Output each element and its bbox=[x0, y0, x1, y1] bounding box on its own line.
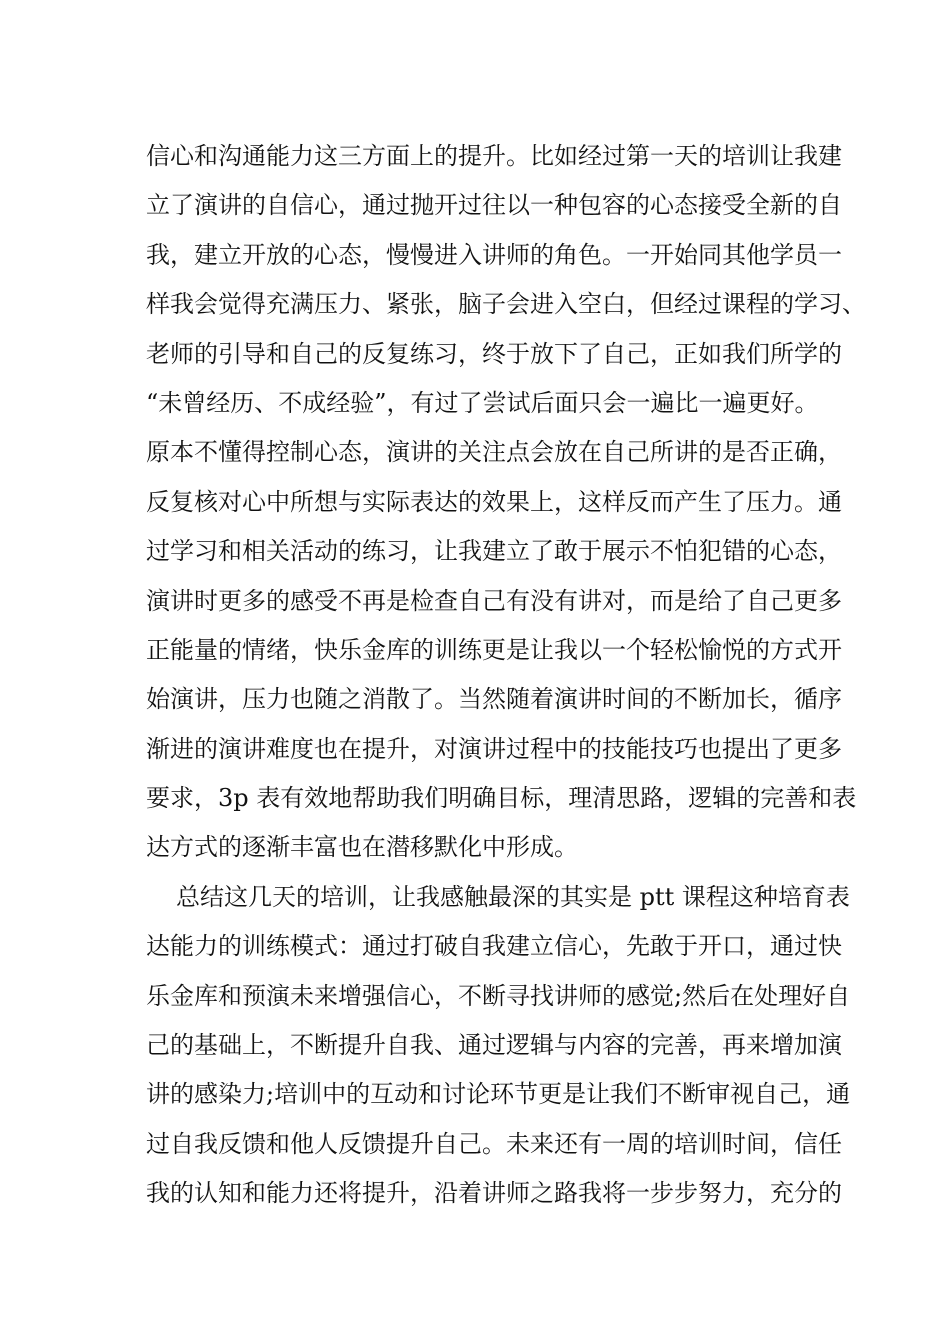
text-line: 演讲时更多的感受不再是检查自己有没有讲对，而是给了自己更多 bbox=[146, 586, 842, 615]
text-line: 始演讲，压力也随之消散了。当然随着演讲时间的不断加长，循序 bbox=[146, 685, 842, 714]
text-line: 正能量的情绪，快乐金库的训练更是让我以一个轻松愉悦的方式开 bbox=[146, 635, 842, 664]
text-line: 达能力的训练模式：通过打破自我建立信心，先敢于开口，通过快 bbox=[146, 932, 842, 961]
text-line: 渐进的演讲难度也在提升，对演讲过程中的技能技巧也提出了更多 bbox=[146, 734, 842, 763]
text-line: 我，建立开放的心态，慢慢进入讲师的角色。一开始同其他学员一 bbox=[146, 240, 842, 269]
text-line: 乐金库和预演未来增强信心，不断寻找讲师的感觉;然后在处理好自 bbox=[146, 981, 851, 1010]
text-line: 总结这几天的培训，让我感触最深的其实是 ptt 课程这种培育表 bbox=[176, 882, 850, 911]
text-line: 老师的引导和自己的反复练习，终于放下了自己，正如我们所学的 bbox=[146, 339, 842, 368]
text-line: 反复核对心中所想与实际表达的效果上，这样反而产生了压力。通 bbox=[146, 487, 842, 516]
body-text bbox=[146, 132, 866, 1219]
paragraph-2 bbox=[146, 873, 851, 1219]
text-line: 要求，3p 表有效地帮助我们明确目标，理清思路，逻辑的完善和表 bbox=[146, 784, 857, 813]
text-line: 原本不懂得控制心态，演讲的关注点会放在自己所讲的是否正确， bbox=[146, 438, 842, 467]
text-line: 讲的感染力;培训中的互动和讨论环节更是让我们不断审视自己，通 bbox=[146, 1080, 851, 1109]
text-line: 样我会觉得充满压力、紧张，脑子会进入空白，但经过课程的学习、 bbox=[146, 290, 866, 319]
text-line: “未曾经历、不成经验”，有过了尝试后面只会一遍比一遍更好。 bbox=[146, 388, 819, 417]
text-line: 过自我反馈和他人反馈提升自己。未来还有一周的培训时间，信任 bbox=[146, 1129, 842, 1158]
text-line: 信心和沟通能力这三方面上的提升。比如经过第一天的培训让我建 bbox=[146, 142, 842, 170]
text-line: 我的认知和能力还将提升，沿着讲师之路我将一步步努力，充分的 bbox=[146, 1179, 842, 1208]
text-line: 达方式的逐渐丰富也在潜移默化中形成。 bbox=[146, 833, 578, 862]
paragraph-1 bbox=[146, 132, 866, 873]
text-line: 过学习和相关活动的练习，让我建立了敢于展示不怕犯错的心态， bbox=[146, 537, 842, 566]
text-line: 立了演讲的自信心，通过抛开过往以一种包容的心态接受全新的自 bbox=[146, 191, 842, 220]
text-line: 己的基础上，不断提升自我、通过逻辑与内容的完善，再来增加演 bbox=[146, 1031, 842, 1060]
